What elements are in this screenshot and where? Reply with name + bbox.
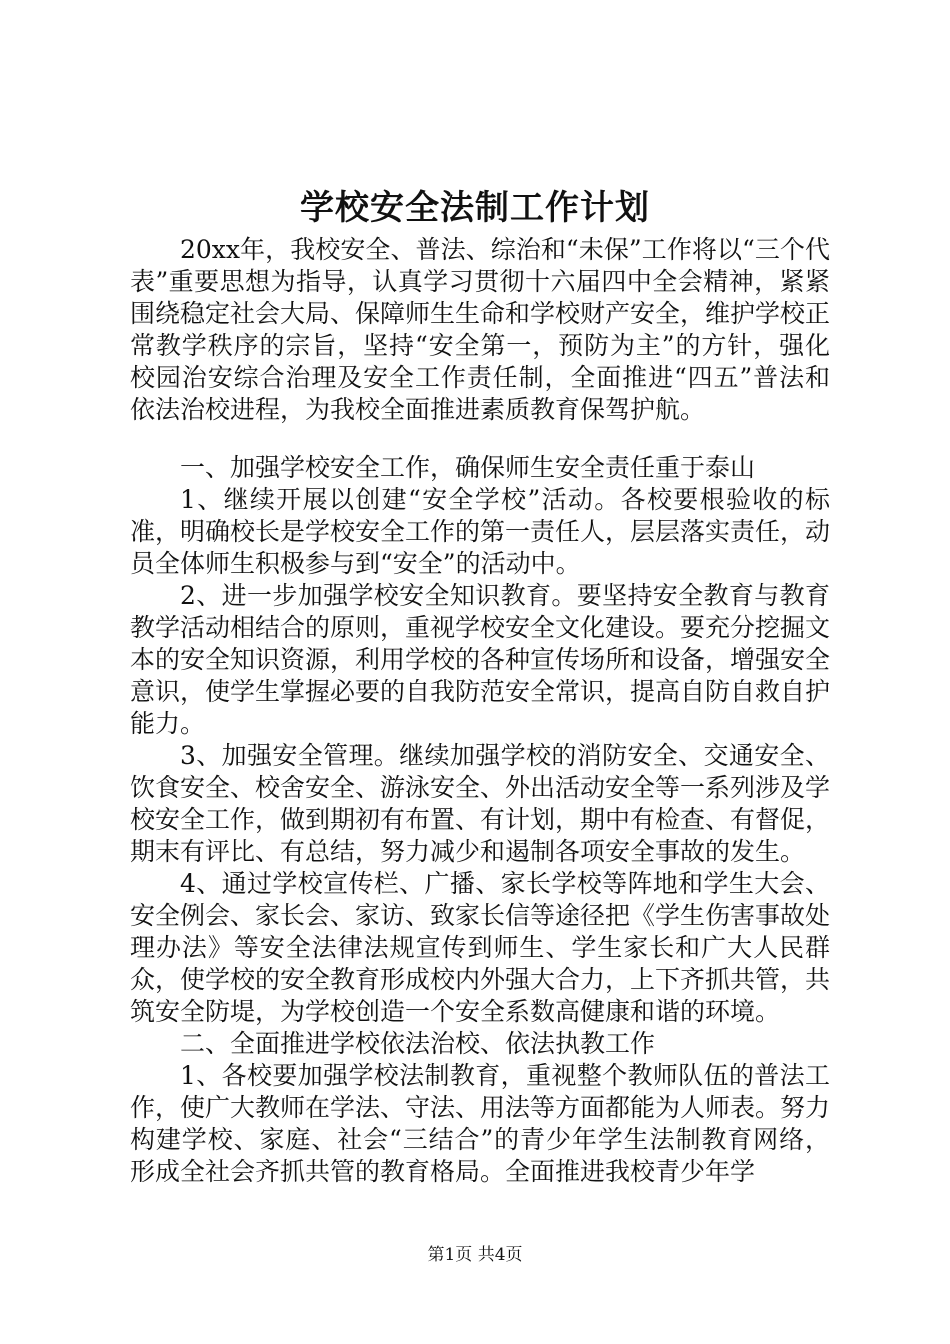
section-1-heading: 一、加强学校安全工作，确保师生安全责任重于泰山 (180, 453, 756, 482)
section-1-item-3: 3、加强安全管理。继续加强学校的消防安全、交通安全、饮食安全、校舍安全、游泳安全、外出活动安全等一系列涉及学校安全工作，做到期初有布置、有计划，期中有检查、有督促，期末有评比、有总结，努力减少和遏制各项安全事故的发生。 (130, 741, 831, 866)
paragraph-gap (130, 426, 830, 452)
section-1-item-2: 2、进一步加强学校安全知识教育。要坚持安全教育与教育教学活动相结合的原则，重视学校安全文化建设。要充分挖掘文本的安全知识资源，利用学校的各种宣传场所和设备，增强安全意识，使学生掌握必要的自我防范安全常识，提高自防自救自护能力。 (130, 581, 831, 738)
document-title: 学校安全法制工作计划 (300, 188, 650, 228)
section-1-item-4: 4、通过学校宣传栏、广播、家长学校等阵地和学生大会、安全例会、家长会、家访、致家长信等途径把《学生伤害事故处理办法》等安全法律法规宣传到师生、学生家长和广大人民群众，使学校的安全教育形成校内外强大合力，上下齐抓共管，共筑安全防堤，为学校创造一个安全系数高健康和谐的环境。 (130, 869, 831, 1026)
section-2-heading: 二、全面推进学校依法治校、依法执教工作 (180, 1029, 656, 1058)
intro-paragraph: 20xx年，我校安全、普法、综治和“未保”工作将以“三个代表”重要思想为指导，认真学习贯彻十六届四中全会精神，紧紧围绕稳定社会大局、保障师生生命和学校财产安全，维护学校正常教学秩序的宗旨，坚持“安全第一，预防为主”的方针，强化校园治安综合治理及安全工作责任制，全面推进“四五”普法和依法治校进程，为我校全面推进素质教育保驾护航。 (130, 235, 831, 424)
section-1-item-1: 1、继续开展以创建“安全学校”活动。各校要根验收的标准，明确校长是学校安全工作的第一责任人，层层落实责任，动员全体师生积极参与到“安全”的活动中。 (130, 485, 831, 578)
section-2-item-1: 1、各校要加强学校法制教育，重视整个教师队伍的普法工作，使广大教师在学法、守法、用法等方面都能为人师表。努力构建学校、家庭、社会“三结合”的青少年学生法制教育网络，形成全社会齐抓共管的教育格局。全面推进我校青少年学 (130, 1061, 831, 1186)
document-body (130, 234, 830, 1188)
page-footer: 第1页 共4页 (427, 1245, 523, 1265)
